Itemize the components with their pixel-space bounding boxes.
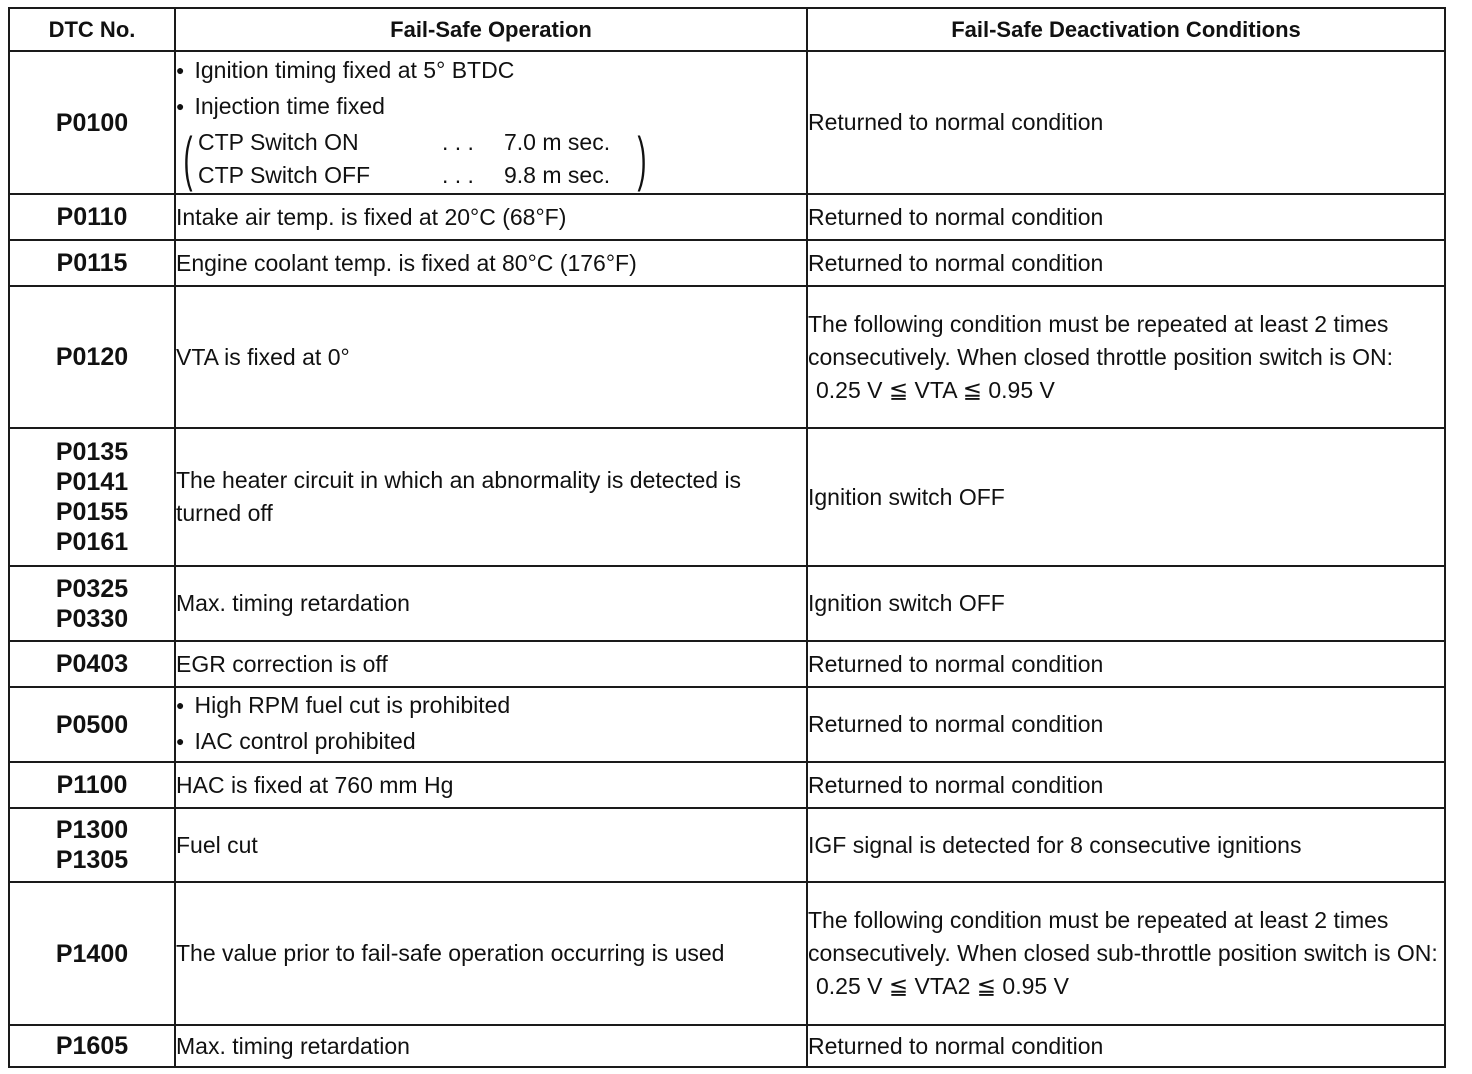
sub-row — [198, 126, 632, 159]
dtc-cell — [9, 1025, 175, 1067]
operation-bullet: ● IAC control prohibited — [176, 725, 806, 761]
dtc-code: P1100 — [56, 771, 128, 799]
condition-formula: 0.25 V ≦ VTA2 ≦ 0.95 V — [816, 973, 1069, 999]
table-row — [9, 882, 1445, 1025]
condition-cell — [807, 286, 1445, 428]
dtc-cell — [9, 882, 175, 1025]
table-row — [9, 687, 1445, 762]
sub-dots: . . . — [441, 128, 474, 155]
condition-text: The following condition must be repeated at least 2 times consecutively. When closed sub-throttle position switch is ON: — [808, 907, 1438, 966]
dtc-cell — [9, 240, 175, 286]
sub-dots: . . . — [441, 161, 474, 188]
sub-value: 7.0 m sec. — [503, 128, 611, 155]
condition-text: Ignition switch OFF — [807, 428, 1445, 566]
operation-text: Engine coolant temp. is fixed at 80°C (176°F) — [175, 240, 807, 286]
table-row — [9, 286, 1445, 428]
dtc-code: P1300 — [55, 816, 129, 844]
condition-formula: 0.25 V ≦ VTA ≦ 0.95 V — [816, 376, 1055, 403]
operation-cell — [175, 51, 807, 194]
condition-text: Returned to normal condition — [807, 762, 1445, 808]
dtc-cell — [9, 194, 175, 240]
condition-text: Returned to normal condition — [807, 194, 1445, 240]
close-paren: ) — [637, 124, 647, 192]
header-dtc: DTC No. — [9, 8, 175, 51]
dtc-code: P0100 — [55, 108, 129, 137]
header-operation: Fail-Safe Operation — [175, 8, 807, 51]
operation-cell — [175, 687, 807, 762]
fail-safe-table — [8, 7, 1446, 1068]
open-paren: ( — [183, 124, 193, 192]
dtc-code: P0115 — [56, 249, 128, 277]
dtc-code: P0325 — [55, 574, 129, 603]
condition-text: IGF signal is detected for 8 consecutive ignitions — [807, 808, 1445, 882]
sub-row — [198, 159, 632, 192]
dtc-code: P0110 — [56, 203, 128, 231]
dtc-code: P0500 — [55, 710, 129, 739]
dtc-code: P1605 — [55, 1032, 129, 1060]
condition-text: Returned to normal condition — [807, 240, 1445, 286]
condition-text: The following condition must be repeated at least 2 times consecutively. When closed throttle position switch is ON: — [808, 310, 1394, 370]
condition-text: Returned to normal condition — [807, 1025, 1445, 1067]
table-row — [9, 194, 1445, 240]
operation-text: The value prior to fail-safe operation occurring is used — [175, 882, 807, 1025]
condition-text: Returned to normal condition — [808, 109, 1104, 135]
operation-text: The heater circuit in which an abnormality is detected is turned off — [175, 428, 807, 566]
operation-text: Max. timing retardation — [175, 566, 807, 641]
dtc-cell — [9, 687, 175, 762]
dtc-cell — [9, 808, 175, 882]
operation-text: VTA is fixed at 0° — [175, 286, 807, 428]
operation-text: Fuel cut — [175, 808, 807, 882]
dtc-code: P0403 — [55, 650, 129, 678]
dtc-cell — [9, 566, 175, 641]
dtc-code: P0135 — [55, 438, 129, 466]
condition-cell — [807, 51, 1445, 194]
dtc-code: P0161 — [55, 528, 129, 556]
operation-text: Max. timing retardation — [175, 1025, 807, 1067]
table-row — [9, 641, 1445, 687]
sub-label: CTP Switch OFF — [197, 161, 371, 188]
dtc-cell — [9, 641, 175, 687]
dtc-code: P0155 — [55, 498, 129, 526]
dtc-code: P0141 — [55, 468, 129, 496]
injection-time-detail — [178, 126, 806, 192]
sub-label: CTP Switch ON — [197, 128, 359, 155]
dtc-cell — [9, 286, 175, 428]
condition-text: Returned to normal condition — [807, 687, 1445, 762]
dtc-cell — [9, 51, 175, 194]
table-row — [9, 1025, 1445, 1067]
dtc-code: P1305 — [55, 846, 129, 874]
table-row — [9, 51, 1445, 194]
dtc-code: P1400 — [55, 939, 129, 968]
operation-bullet: ● Ignition timing fixed at 5° BTDC — [176, 54, 806, 90]
condition-cell — [807, 882, 1445, 1025]
operation-bullet: ● High RPM fuel cut is prohibited — [176, 689, 806, 725]
table-row — [9, 428, 1445, 566]
operation-text: HAC is fixed at 760 mm Hg — [175, 762, 807, 808]
table-row — [9, 762, 1445, 808]
operation-bullet: ● Injection time fixed — [176, 90, 806, 126]
operation-text: EGR correction is off — [175, 641, 807, 687]
header-deactivation: Fail-Safe Deactivation Conditions — [807, 8, 1445, 51]
table-row — [9, 240, 1445, 286]
table-row — [9, 808, 1445, 882]
dtc-cell — [9, 762, 175, 808]
table-row — [9, 566, 1445, 641]
operation-text: Intake air temp. is fixed at 20°C (68°F) — [175, 194, 807, 240]
condition-text: Ignition switch OFF — [807, 566, 1445, 641]
sub-value: 9.8 m sec. — [503, 161, 611, 188]
dtc-code: P0330 — [55, 604, 129, 633]
condition-text: Returned to normal condition — [807, 641, 1445, 687]
header-row — [9, 8, 1445, 51]
dtc-code: P0120 — [55, 343, 129, 371]
dtc-cell — [9, 428, 175, 566]
